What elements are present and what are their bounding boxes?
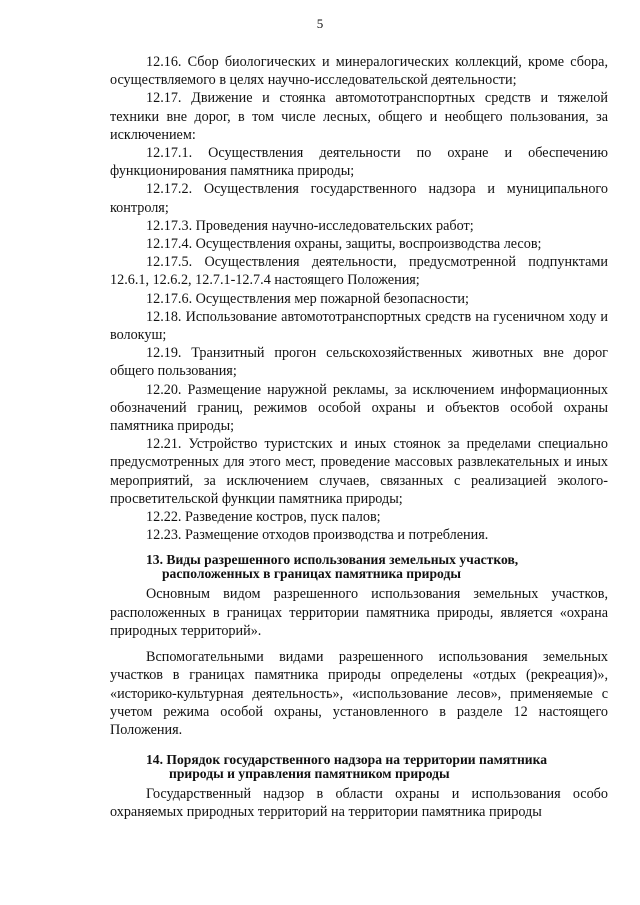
paragraph-12-22: 12.22. Разведение костров, пуск палов;	[146, 509, 381, 526]
section-13-paragraph-2: Вспомогательными видами разрешенного использования земельных участков в границах памятника природы определены «отдых (рекреация)», «историко-культурная деятельность», «использование лесов», применяемые с учетом режима особой охраны, установленного в разделе 12 настоящего Положения.	[110, 649, 608, 738]
paragraph-12-17-6: 12.17.6. Осуществления мер пожарной безопасности;	[146, 290, 469, 307]
section-13-paragraph-1: Основным видом разрешенного использования земельных участков, расположенных в границах территории памятника природы, является «охрана природных территорий».	[110, 586, 608, 639]
section-13-title-line1: 13. Виды разрешенного использования земельных участков,	[146, 552, 519, 568]
section-14-heading	[110, 753, 608, 781]
paragraph-12-18: 12.18. Использование автомототранспортных средств на гусеничном ходу и волокуш;	[110, 308, 608, 344]
paragraph-12-17-2: 12.17.2. Осуществления государственного надзора и муниципального контроля;	[110, 181, 608, 216]
section-14-title-line2: природы и управления памятником природы	[169, 766, 450, 782]
paragraph-12-23: 12.23. Размещение отходов производства и потребления.	[146, 527, 489, 544]
paragraph-12-17-1: 12.17.1. Осуществления деятельности по охране и обеспечению функционирования памятника природы;	[110, 145, 608, 180]
document-body	[110, 53, 608, 822]
paragraph-12-19: 12.19. Транзитный прогон сельскохозяйственных животных вне дорог общего пользования;	[110, 345, 608, 380]
paragraph-12-17-5: 12.17.5. Осуществления деятельности, предусмотренной подпунктами 12.6.1, 12.6.2, 12.7.1-12.7.4 настоящего Положения;	[110, 254, 608, 289]
paragraph-12-17-4: 12.17.4. Осуществления охраны, защиты, воспроизводства лесов;	[146, 236, 542, 253]
section-13-title-line2: расположенных в границах памятника природы	[162, 566, 461, 582]
section-14-paragraph-1: Государственный надзор в области охраны и использования особо охраняемых природных территорий на территории памятника природы	[110, 786, 608, 821]
paragraph-12-21: 12.21. Устройство туристских и иных стоянок за пределами специально предусмотренных для этого мест, проведение массовых развлекательных и иных мероприятий, за исключением случаев, связанных с реализацией эколого-просветительской функции памятника природы;	[110, 436, 608, 507]
section-13-heading	[110, 553, 608, 581]
paragraph-12-20: 12.20. Размещение наружной рекламы, за исключением информационных обозначений границ, режимов особой охраны и объектов особой охраны памятника природы;	[110, 381, 608, 435]
section-14-title-line1: 14. Порядок государственного надзора на территории памятника	[146, 752, 548, 768]
paragraph-12-16: 12.16. Сбор биологических и минералогических коллекций, кроме сбора, осуществляемого в целях научно-исследовательской деятельности;	[110, 54, 608, 89]
page-number: 5	[316, 16, 324, 31]
paragraph-12-17: 12.17. Движение и стоянка автомототранспортных средств и тяжелой техники вне дорог, в том числе лесных, общего и необщего пользования, за исключением:	[110, 90, 608, 143]
paragraph-12-17-3: 12.17.3. Проведения научно-исследовательских работ;	[146, 217, 474, 234]
